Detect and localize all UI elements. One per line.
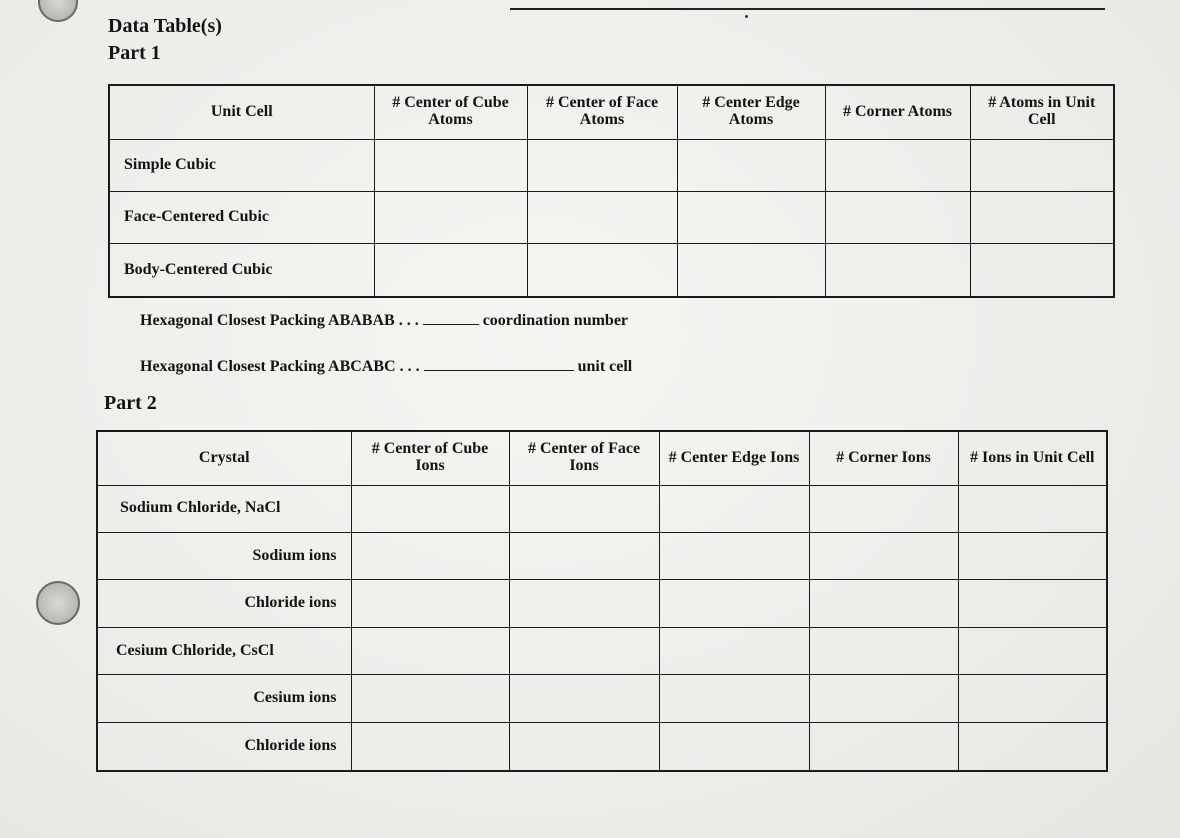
answer-cell[interactable] [527,243,677,297]
answer-cell[interactable] [825,243,970,297]
answer-cell[interactable] [958,532,1107,579]
table-row [97,627,1107,674]
answer-cell[interactable] [809,722,958,771]
answer-cell[interactable] [351,532,509,579]
col-header: # Center of Cube Ions [351,431,509,485]
answer-cell[interactable] [958,485,1107,532]
header-rule [510,8,1105,10]
answer-cell[interactable] [509,722,659,771]
answer-cell[interactable] [958,627,1107,674]
answer-cell[interactable] [509,675,659,722]
col-header: Crystal [97,431,351,485]
speck [745,15,748,18]
answer-cell[interactable] [527,139,677,191]
answer-cell[interactable] [958,675,1107,722]
col-header: # Center Edge Atoms [677,85,825,139]
answer-cell[interactable] [809,580,958,627]
answer-cell[interactable] [970,243,1114,297]
col-header: # Corner Ions [809,431,958,485]
answer-cell[interactable] [509,532,659,579]
table-row [109,191,1114,243]
answer-cell[interactable] [809,532,958,579]
table-row [97,675,1107,722]
table-row [109,139,1114,191]
table-row [97,580,1107,627]
hcp-abab-text: Hexagonal Closest Packing ABABAB . . . [140,312,419,329]
table-row [97,532,1107,579]
table-row [97,722,1107,771]
answer-cell[interactable] [527,191,677,243]
answer-cell[interactable] [374,191,527,243]
answer-cell[interactable] [659,485,809,532]
table-row [109,243,1114,297]
hcp-abab-suffix: coordination number [482,312,629,329]
col-header: # Atoms in Unit Cell [970,85,1114,139]
unit-cell-blank[interactable] [424,369,574,371]
hcp-abc-line [140,358,632,376]
answer-cell[interactable] [970,139,1114,191]
binder-hole-top [38,0,78,22]
answer-cell[interactable] [809,485,958,532]
part2-table [96,430,1108,772]
hcp-abab-line [140,312,628,330]
answer-cell[interactable] [509,627,659,674]
answer-cell[interactable] [351,485,509,532]
answer-cell[interactable] [677,243,825,297]
part1-label: Part 1 [108,42,161,64]
hcp-abc-text: Hexagonal Closest Packing ABCABC . . . [140,358,420,375]
part1-table [108,84,1115,298]
coordination-number-blank[interactable] [423,323,479,325]
answer-cell[interactable] [351,580,509,627]
col-header: # Corner Atoms [825,85,970,139]
row-label: Body-Centered Cubic [109,243,374,297]
row-label: Chloride ions [97,722,351,771]
hcp-abc-suffix: unit cell [577,358,633,375]
answer-cell[interactable] [677,139,825,191]
row-label: Sodium Chloride, NaCl [97,485,351,532]
answer-cell[interactable] [374,243,527,297]
table-row [97,485,1107,532]
answer-cell[interactable] [659,722,809,771]
answer-cell[interactable] [351,627,509,674]
answer-cell[interactable] [659,627,809,674]
row-label: Face-Centered Cubic [109,191,374,243]
answer-cell[interactable] [509,485,659,532]
answer-cell[interactable] [825,139,970,191]
answer-cell[interactable] [659,532,809,579]
answer-cell[interactable] [659,580,809,627]
col-header: # Center of Cube Atoms [374,85,527,139]
section-title: Data Table(s) [108,15,222,37]
answer-cell[interactable] [374,139,527,191]
row-label: Chloride ions [97,580,351,627]
col-header: Unit Cell [109,85,374,139]
row-label: Cesium Chloride, CsCl [97,627,351,674]
row-label: Sodium ions [97,532,351,579]
answer-cell[interactable] [809,675,958,722]
row-label: Simple Cubic [109,139,374,191]
answer-cell[interactable] [970,191,1114,243]
answer-cell[interactable] [958,580,1107,627]
answer-cell[interactable] [351,675,509,722]
binder-hole-middle [36,581,80,625]
answer-cell[interactable] [677,191,825,243]
answer-cell[interactable] [659,675,809,722]
col-header: # Center Edge Ions [659,431,809,485]
answer-cell[interactable] [351,722,509,771]
part2-label: Part 2 [104,392,157,414]
row-label: Cesium ions [97,675,351,722]
answer-cell[interactable] [958,722,1107,771]
answer-cell[interactable] [809,627,958,674]
answer-cell[interactable] [825,191,970,243]
col-header: # Center of Face Ions [509,431,659,485]
col-header: # Ions in Unit Cell [958,431,1107,485]
answer-cell[interactable] [509,580,659,627]
col-header: # Center of Face Atoms [527,85,677,139]
